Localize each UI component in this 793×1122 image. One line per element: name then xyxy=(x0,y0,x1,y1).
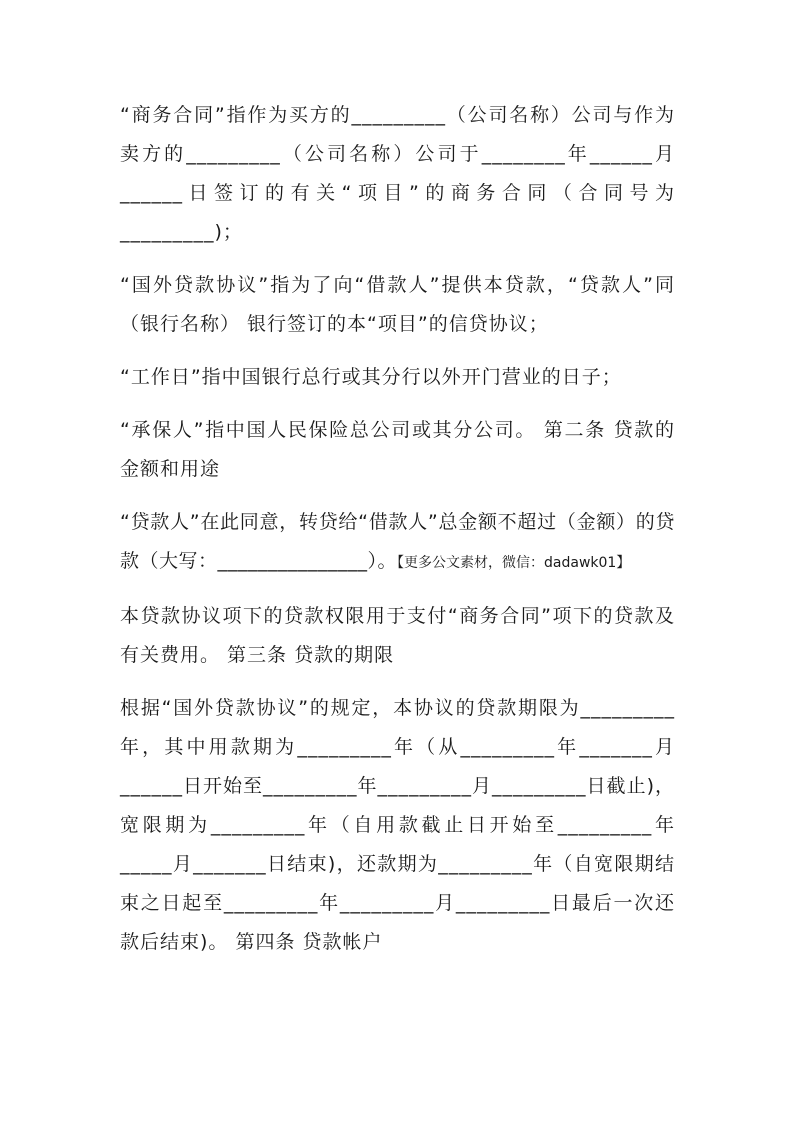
paragraph-insurer: “承保人”指中国人民保险总公司或其分公司。 第二条 贷款的金额和用途 xyxy=(120,419,675,480)
paragraph-commercial-contract: “商务合同”指作为买方的_________（公司名称）公司与作为卖方的_________（公司名称）公司于________年______月______日签订的有关“项目”的商务合同（合同号为_________)； xyxy=(120,104,675,243)
paragraph-working-day: “工作日”指中国银行总行或其分行以外开门营业的日子； xyxy=(120,366,622,388)
loan-amount-text: “贷款人”在此同意，转贷给“借款人”总金额不超过（金额）的贷款（大写：_______________）。 xyxy=(120,511,675,572)
paragraph-foreign-loan-agreement: “国外贷款协议”指为了向“借款人”提供本贷款，“贷款人”同（银行名称） 银行签订的本“项目”的信贷协议； xyxy=(120,274,675,335)
paragraph-loan-amount xyxy=(120,503,675,583)
document-page xyxy=(120,96,675,976)
wechat-note: 【更多公文素材，微信：dadawk01】 xyxy=(397,555,631,571)
paragraph-loan-term: 根据“国外贷款协议”的规定，本协议的贷款期限为_________年，其中用款期为_________年（从_________年_______月______日开始至_________年_________月_________日截止)，宽限期为_________年（自用款截止日开始至_________年_____月_______日结束)，还款期为_________年（自宽限期结束之日起至_________年_________月_________日最后一次还款后结束)。 第四条 贷款帐户 xyxy=(120,697,675,953)
paragraph-loan-purpose: 本贷款协议项下的贷款权限用于支付“商务合同”项下的贷款及有关费用。 第三条 贷款的期限 xyxy=(120,605,675,666)
